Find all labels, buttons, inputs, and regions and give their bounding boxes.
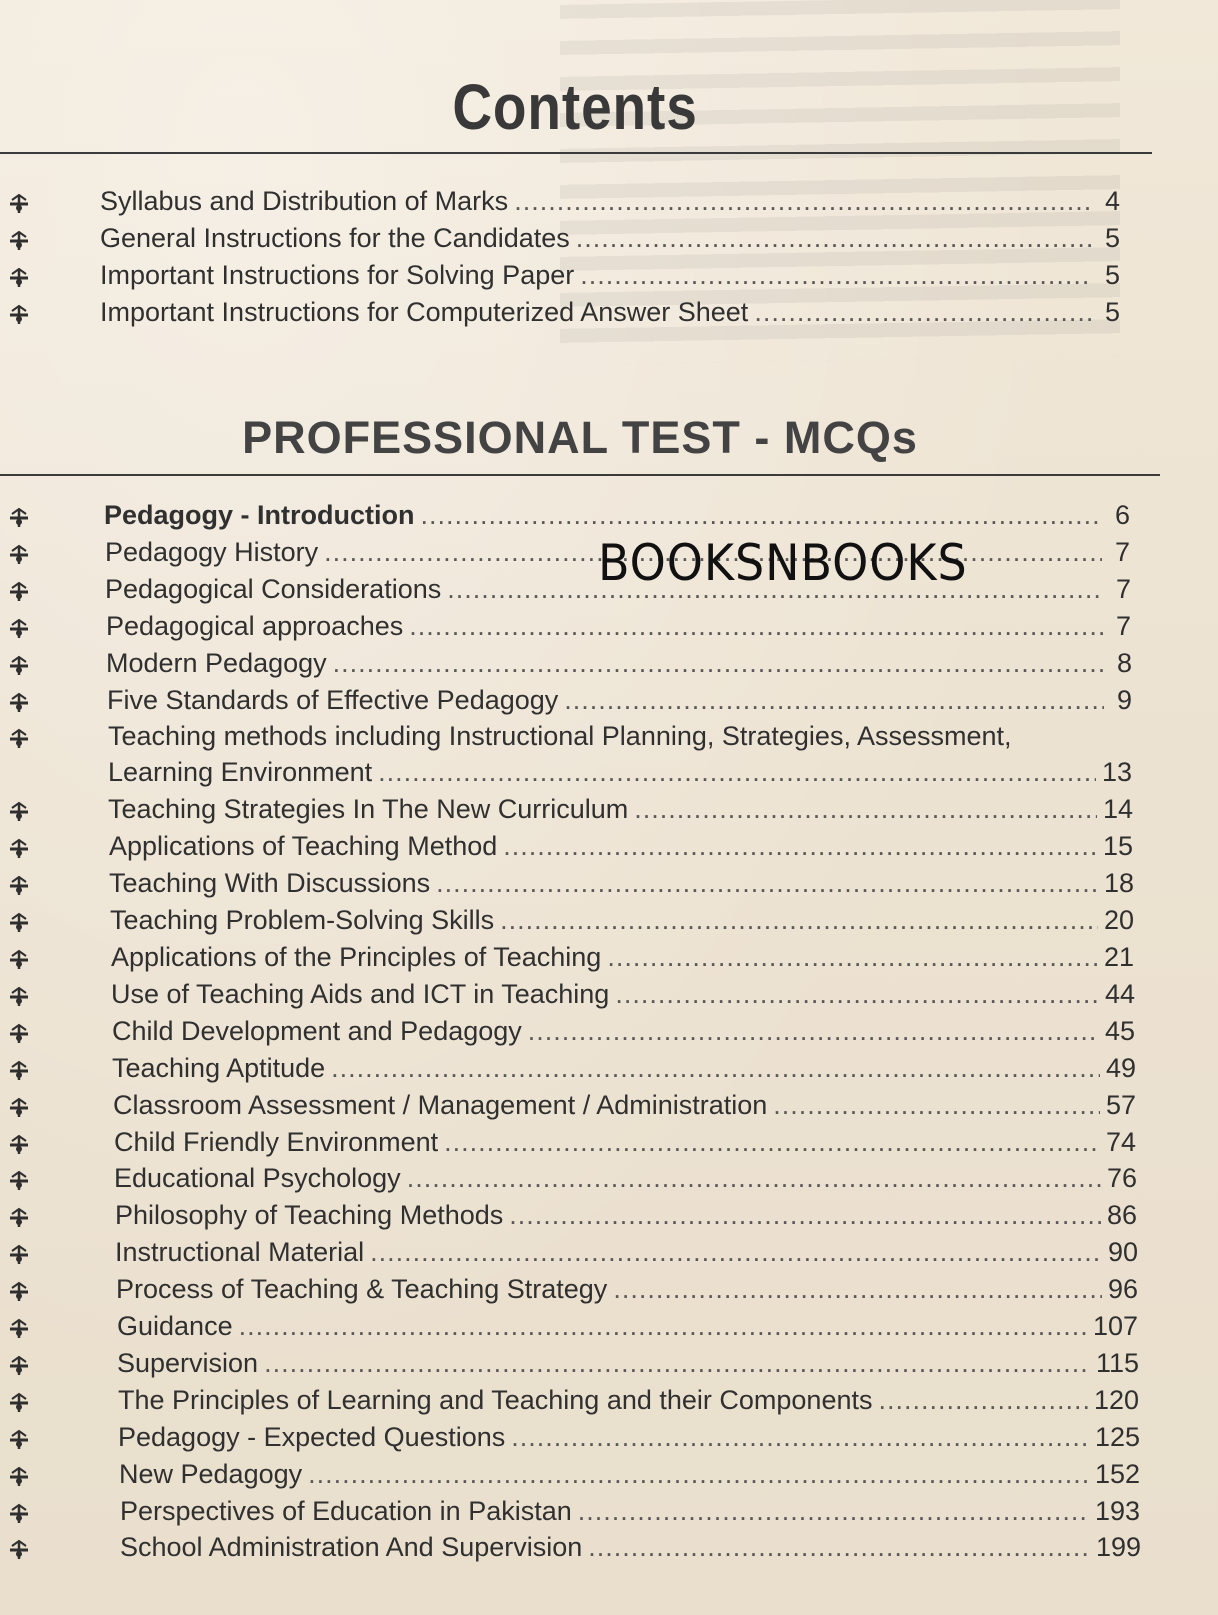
toc-entry-label: School Administration And Supervision bbox=[120, 1532, 583, 1563]
dot-leader bbox=[331, 1053, 1100, 1084]
toc-entry-page: 7 bbox=[1115, 610, 1131, 641]
spiral-binding-icon bbox=[4, 1538, 34, 1562]
spiral-binding-icon bbox=[4, 543, 34, 567]
spiral-binding-icon bbox=[4, 1354, 34, 1378]
title-divider bbox=[0, 152, 1152, 154]
toc-entry-page: 15 bbox=[1102, 831, 1133, 862]
toc-entry-page: 49 bbox=[1105, 1052, 1136, 1083]
toc-entry-label: Syllabus and Distribution of Marks bbox=[100, 186, 509, 216]
dot-leader bbox=[421, 500, 1103, 531]
toc-entry-label: Teaching Strategies In The New Curriculum bbox=[108, 794, 629, 825]
dot-leader bbox=[514, 186, 1092, 217]
spiral-binding-icon bbox=[4, 691, 34, 715]
toc-entry-page: 5 bbox=[1104, 260, 1120, 290]
dot-leader bbox=[564, 685, 1104, 716]
toc-entry[interactable] bbox=[100, 297, 1120, 328]
dot-leader bbox=[576, 223, 1092, 254]
spiral-binding-icon bbox=[4, 874, 34, 898]
toc-entry[interactable] bbox=[100, 260, 1120, 291]
toc-entry-label: Pedagogy - Introduction bbox=[104, 500, 415, 530]
toc-entry-page: 115 bbox=[1095, 1347, 1139, 1378]
toc-entry[interactable] bbox=[117, 1311, 1138, 1342]
toc-entry[interactable] bbox=[112, 1053, 1136, 1084]
dot-leader bbox=[580, 260, 1092, 291]
spiral-binding-icon bbox=[4, 837, 34, 861]
toc-entry-label: Instructional Material bbox=[115, 1237, 365, 1268]
toc-entry-page: 4 bbox=[1104, 186, 1120, 216]
toc-entry-label: Supervision bbox=[117, 1347, 259, 1378]
spiral-binding-icon bbox=[4, 911, 34, 935]
spiral-binding-icon bbox=[4, 1096, 34, 1120]
toc-entry-label: Five Standards of Effective Pedagogy bbox=[107, 684, 559, 715]
toc-entry-page: 14 bbox=[1102, 794, 1133, 825]
toc-entry[interactable] bbox=[120, 1532, 1141, 1563]
toc-entry-label: Learning Environment bbox=[108, 757, 373, 788]
toc-entry[interactable] bbox=[106, 648, 1132, 679]
spiral-binding-icon bbox=[4, 617, 34, 641]
toc-entry-page: 21 bbox=[1103, 942, 1134, 972]
toc-entry[interactable] bbox=[115, 1200, 1137, 1231]
toc-entry-page: 76 bbox=[1106, 1163, 1137, 1194]
dot-leader bbox=[773, 1090, 1100, 1121]
spiral-binding-icon bbox=[4, 1206, 34, 1230]
toc-entry-label: New Pedagogy bbox=[119, 1458, 303, 1489]
toc-entry-label: Pedagogical Considerations bbox=[105, 573, 442, 604]
toc-entry[interactable] bbox=[100, 223, 1120, 254]
toc-entry-label: Pedagogical approaches bbox=[106, 610, 404, 641]
toc-entry[interactable] bbox=[104, 500, 1130, 531]
toc-entry-label: Important Instructions for Solving Paper bbox=[100, 260, 575, 290]
toc-entry-page: 74 bbox=[1105, 1126, 1136, 1157]
toc-entry[interactable] bbox=[119, 1459, 1140, 1490]
toc-entry[interactable] bbox=[114, 1163, 1137, 1194]
toc-entry[interactable] bbox=[100, 186, 1120, 217]
dot-leader bbox=[370, 1237, 1102, 1268]
spiral-binding-icon bbox=[4, 1059, 34, 1083]
toc-entry-page: 199 bbox=[1095, 1532, 1141, 1563]
dot-leader bbox=[607, 942, 1098, 973]
dot-leader bbox=[615, 979, 1099, 1010]
toc-entry[interactable] bbox=[113, 1090, 1136, 1121]
toc-entry-label: Pedagogy History bbox=[105, 536, 319, 567]
spiral-binding-icon bbox=[4, 1391, 34, 1415]
dot-leader bbox=[409, 611, 1103, 642]
toc-entry-page: 7 bbox=[1114, 536, 1130, 567]
toc-entry[interactable] bbox=[111, 942, 1134, 973]
spiral-binding-icon bbox=[4, 1022, 34, 1046]
dot-leader bbox=[528, 1016, 1099, 1047]
toc-entry-page: 120 bbox=[1093, 1384, 1139, 1415]
spiral-binding-icon bbox=[4, 580, 34, 604]
dot-leader bbox=[588, 1532, 1090, 1563]
spiral-binding-icon bbox=[4, 1465, 34, 1489]
spiral-binding-icon bbox=[4, 1317, 34, 1341]
toc-entry-page: 57 bbox=[1105, 1089, 1136, 1120]
toc-entry-label: Important Instructions for Computerized Answer Sheet bbox=[100, 297, 749, 327]
spiral-binding-icon bbox=[4, 727, 34, 751]
toc-entry-page: 20 bbox=[1103, 905, 1134, 936]
spiral-binding-icon bbox=[4, 1502, 34, 1526]
dot-leader bbox=[634, 794, 1097, 825]
spiral-binding-icon bbox=[4, 1280, 34, 1304]
toc-entry-label: Use of Teaching Aids and ICT in Teaching bbox=[111, 978, 610, 1009]
spiral-binding-icon bbox=[4, 1169, 34, 1193]
toc-entry-label: Applications of the Principles of Teaching bbox=[111, 942, 602, 972]
spiral-binding-icon bbox=[4, 654, 34, 678]
dot-leader bbox=[878, 1385, 1087, 1416]
toc-entry-label: Philosophy of Teaching Methods bbox=[115, 1200, 504, 1231]
dot-leader bbox=[754, 297, 1092, 328]
toc-entry-label: Perspectives of Education in Pakistan bbox=[120, 1495, 572, 1526]
toc-entry[interactable] bbox=[120, 1496, 1140, 1527]
spiral-binding-icon bbox=[4, 303, 34, 327]
toc-entry-page: 8 bbox=[1116, 647, 1132, 678]
section-divider bbox=[0, 474, 1160, 476]
dot-leader bbox=[239, 1311, 1087, 1342]
dot-leader bbox=[503, 831, 1097, 862]
toc-entry-page: 107 bbox=[1092, 1311, 1138, 1341]
spiral-binding-icon bbox=[4, 1428, 34, 1452]
toc-entry-label: Modern Pedagogy bbox=[106, 647, 327, 678]
toc-entry-page: 6 bbox=[1114, 500, 1130, 530]
spiral-binding-icon bbox=[4, 800, 34, 824]
toc-entry-label: General Instructions for the Candidates bbox=[100, 223, 570, 253]
spiral-binding-icon bbox=[4, 985, 34, 1009]
toc-entry-page: 125 bbox=[1094, 1421, 1140, 1452]
toc-entry-page: 96 bbox=[1107, 1274, 1138, 1305]
dot-leader bbox=[407, 1163, 1101, 1194]
dot-leader bbox=[578, 1496, 1089, 1527]
toc-entry[interactable] bbox=[116, 1274, 1138, 1305]
toc-entry-page: 5 bbox=[1104, 297, 1120, 327]
toc-entry-page: 5 bbox=[1104, 223, 1120, 253]
spiral-binding-icon bbox=[4, 1243, 34, 1267]
spiral-binding-icon bbox=[4, 266, 34, 290]
toc-entry[interactable] bbox=[114, 1127, 1136, 1158]
dot-leader bbox=[378, 757, 1096, 788]
dot-leader bbox=[509, 1200, 1101, 1231]
toc-entry[interactable] bbox=[109, 831, 1133, 862]
toc-entry-label: Pedagogy - Expected Questions bbox=[118, 1421, 506, 1452]
toc-entry[interactable] bbox=[118, 1385, 1139, 1416]
toc-entry-page: 152 bbox=[1094, 1458, 1140, 1489]
spiral-binding-icon bbox=[4, 1133, 34, 1157]
toc-entry[interactable] bbox=[108, 794, 1133, 825]
watermark: BOOKSNBOOKS bbox=[598, 534, 968, 592]
toc-entry[interactable] bbox=[110, 905, 1134, 936]
dot-leader bbox=[500, 905, 1098, 936]
toc-entry-page: 9 bbox=[1116, 684, 1132, 715]
toc-entry[interactable] bbox=[107, 685, 1132, 716]
spiral-binding-icon bbox=[4, 948, 34, 972]
toc-entry[interactable] bbox=[106, 611, 1131, 642]
toc-entry-label: Educational Psychology bbox=[114, 1163, 401, 1194]
toc-entry-label: Applications of Teaching Method bbox=[109, 831, 498, 862]
toc-entry[interactable] bbox=[118, 1422, 1140, 1453]
toc-entry-label: Process of Teaching & Teaching Strategy bbox=[116, 1274, 608, 1305]
toc-entry-label-line1: Teaching methods including Instructional Planning, Strategies, Assessment, bbox=[108, 721, 1012, 752]
toc-entry-page: 45 bbox=[1104, 1015, 1135, 1046]
toc-entry-page: 193 bbox=[1094, 1495, 1140, 1526]
toc-entry-page: 18 bbox=[1103, 868, 1134, 899]
toc-entry-label: Teaching With Discussions bbox=[109, 868, 431, 899]
dot-leader bbox=[333, 648, 1104, 679]
toc-entry[interactable] bbox=[109, 868, 1134, 899]
dot-leader bbox=[308, 1459, 1089, 1490]
toc-entry-label: Child Development and Pedagogy bbox=[112, 1015, 522, 1046]
toc-entry[interactable] bbox=[115, 1237, 1138, 1268]
toc-entry-page: 44 bbox=[1104, 978, 1135, 1009]
toc-entry-label: Classroom Assessment / Management / Administration bbox=[113, 1089, 768, 1120]
dot-leader bbox=[511, 1422, 1089, 1453]
section-title: PROFESSIONAL TEST - MCQs bbox=[242, 412, 918, 463]
toc-entry-label: Teaching Problem-Solving Skills bbox=[110, 905, 495, 936]
toc-entry-label: The Principles of Learning and Teaching and their Components bbox=[118, 1384, 873, 1415]
toc-entry[interactable] bbox=[111, 979, 1135, 1010]
dot-leader bbox=[613, 1274, 1102, 1305]
toc-entry-page: 86 bbox=[1106, 1200, 1137, 1231]
spiral-binding-icon bbox=[4, 229, 34, 253]
toc-entry-label: Child Friendly Environment bbox=[114, 1126, 439, 1157]
toc-entry-page: 13 bbox=[1101, 757, 1132, 788]
toc-entry-label: Teaching Aptitude bbox=[112, 1052, 326, 1083]
spiral-binding-icon bbox=[4, 506, 34, 530]
toc-entry-label: Guidance bbox=[117, 1311, 233, 1341]
dot-leader bbox=[444, 1127, 1100, 1158]
toc-entry[interactable] bbox=[112, 1016, 1135, 1047]
toc-entry[interactable] bbox=[108, 757, 1132, 788]
dot-leader bbox=[436, 868, 1098, 899]
dot-leader bbox=[264, 1348, 1090, 1379]
toc-entry[interactable] bbox=[117, 1348, 1139, 1379]
toc-entry-page: 90 bbox=[1107, 1237, 1138, 1268]
contents-title: Contents bbox=[452, 71, 698, 143]
spiral-binding-icon bbox=[4, 192, 34, 216]
toc-entry-page: 7 bbox=[1115, 573, 1131, 604]
